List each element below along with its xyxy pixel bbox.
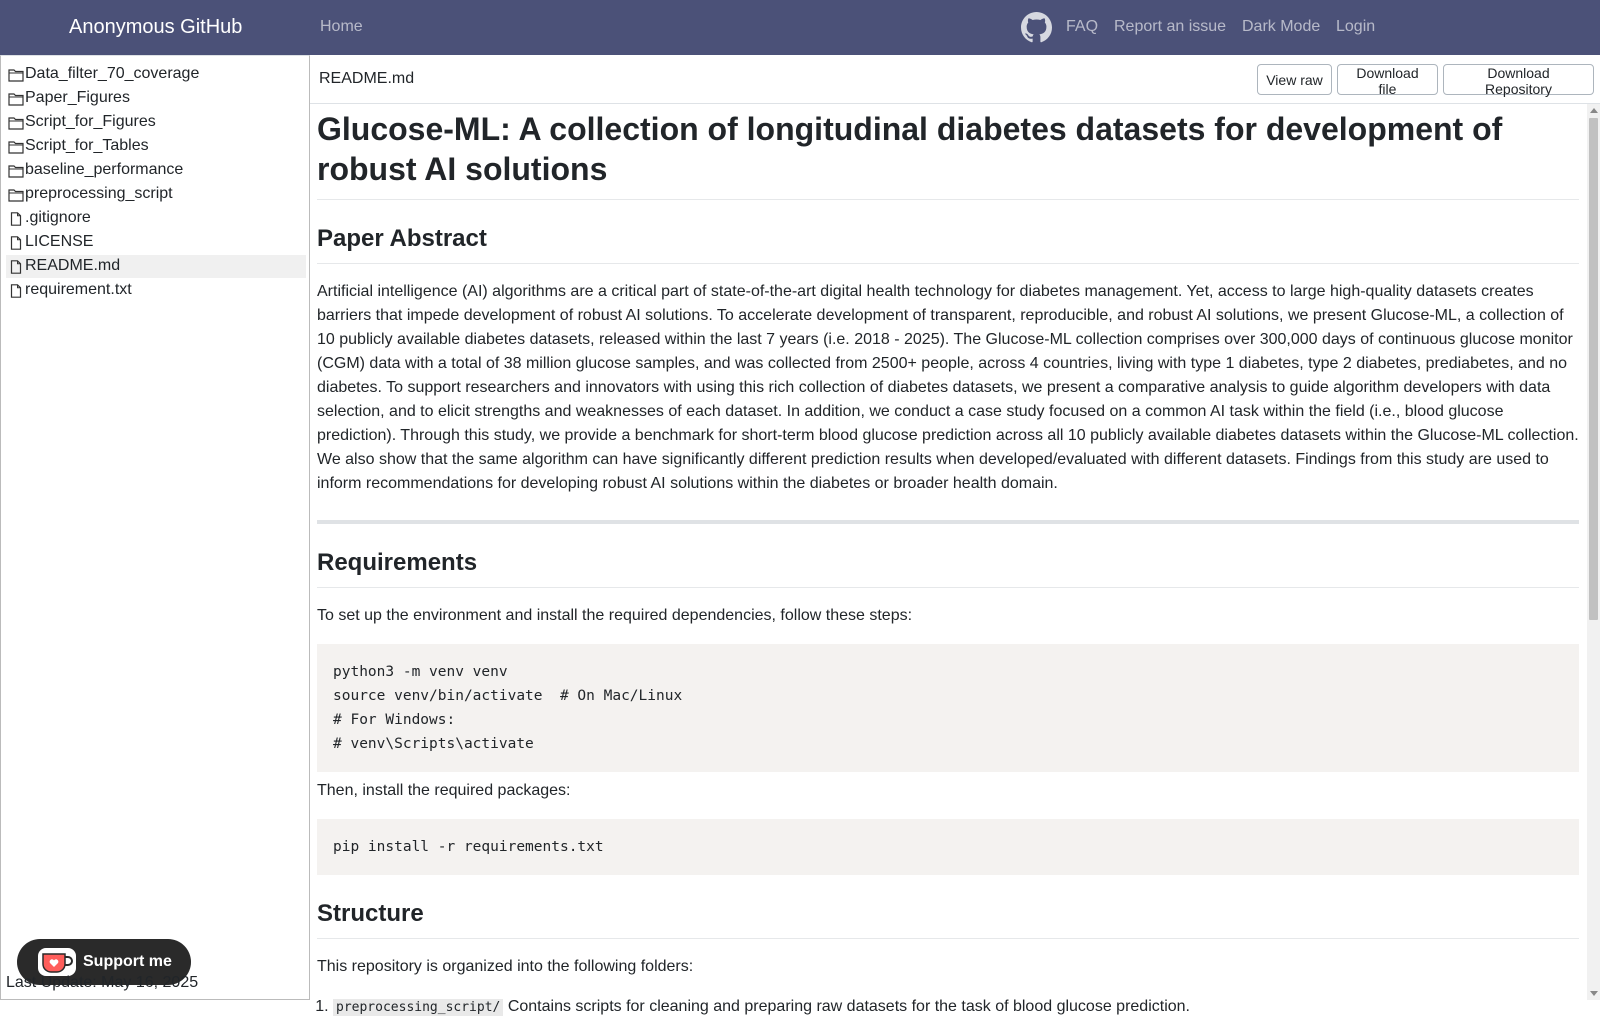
folder-icon: [8, 140, 24, 154]
list-item-text: Contains scripts for cleaning and preparing raw datasets for the task of blood glucose prediction.: [503, 998, 1190, 1015]
readme-content: [310, 104, 1588, 1015]
scroll-down-arrow-icon[interactable]: [1590, 991, 1598, 996]
packages-intro: Then, install the required packages:: [317, 782, 571, 799]
content-scrollbar[interactable]: [1587, 104, 1600, 1000]
structure-heading: Structure: [317, 899, 1579, 939]
file-icon: [8, 260, 24, 274]
tree-item-label: LICENSE: [25, 233, 94, 250]
tree-item-label: Paper_Figures: [25, 89, 130, 106]
nav-faq-link[interactable]: FAQ: [1066, 18, 1099, 35]
tree-folder-item[interactable]: [6, 87, 306, 110]
tree-folder-item[interactable]: [6, 183, 306, 206]
nav-dark-mode-toggle[interactable]: Dark Mode: [1242, 18, 1321, 35]
tree-item-label: requirement.txt: [25, 281, 132, 298]
structure-list: [333, 995, 1588, 1020]
abstract-heading: Paper Abstract: [317, 224, 1579, 264]
tree-folder-item[interactable]: [6, 159, 306, 182]
requirements-heading: Requirements: [317, 548, 1579, 588]
file-icon: [8, 284, 24, 298]
nav-report-issue-link[interactable]: Report an issue: [1114, 18, 1227, 35]
scrollbar-thumb[interactable]: [1589, 118, 1598, 620]
view-raw-button[interactable]: View raw: [1257, 64, 1332, 95]
tree-folder-item[interactable]: [6, 135, 306, 158]
code-block-venv[interactable]: python3 -m venv venv source venv/bin/activate # On Mac/Linux # For Windows: # venv\Scripts\activate: [317, 644, 1579, 772]
code-block-pip[interactable]: pip install -r requirements.txt: [317, 819, 1579, 875]
tree-folder-item[interactable]: [6, 63, 306, 86]
tree-item-label: README.md: [25, 257, 121, 274]
file-icon: [8, 236, 24, 250]
tree-item-label: preprocessing_script: [25, 185, 173, 202]
tree-item-label: baseline_performance: [25, 161, 184, 178]
tree-item-label: Script_for_Tables: [25, 137, 149, 154]
coffee-cup-icon: [37, 947, 77, 977]
abstract-text: Artificial intelligence (AI) algorithms are a critical part of state-of-the-art digital health technology for diabetes management. Yet, access to large high-quality datasets creates barriers that impede development of robust AI solutions. To accelerate development of transparent, reproducible, and robust AI solutions, we present Glucose-ML, a collection of 10 publicly available diabetes datasets, released within the last 7 years (i.e. 2018 - 2025). The Glucose-ML collection comprises over 300,000 days of continuous glucose monitor (CGM) data with a total of 38 million glucose samples, and was collected from 2500+ people, across 4 countries, living with type 1 diabetes, type 2 diabetes, prediabetes, and no diabetes. To support researchers and innovators with using this rich collection of diabetes datasets, we present a comparative analysis to guide algorithm developers with data selection, and to elicit strengths and weaknesses of each dataset. In addition, we conduct a case study focused on a common AI task within the field (i.e., blood glucose prediction). Through this study, we provide a benchmark for short-term blood glucose prediction across all 10 publicly available diabetes datasets within the Glucose-ML collection. We also show that the same algorithm can have significantly different prediction results when developed/evaluated with different datasets. Findings from this study are used to inform recommendations for developing robust AI solutions within the diabetes or broader health domain.: [317, 283, 1579, 492]
tree-folder-item[interactable]: [6, 111, 306, 134]
support-me-label: Support me: [83, 953, 172, 970]
folder-icon: [8, 92, 24, 106]
nav-login-link[interactable]: Login: [1336, 18, 1376, 35]
scroll-up-arrow-icon[interactable]: [1590, 108, 1598, 113]
folder-icon: [8, 164, 24, 178]
file-tree-sidebar: [0, 55, 310, 1000]
folder-icon: [8, 188, 24, 202]
section-divider: [317, 520, 1579, 524]
structure-intro: This repository is organized into the following folders:: [317, 958, 694, 975]
download-file-button[interactable]: Download file: [1337, 64, 1438, 95]
tree-item-label: .gitignore: [25, 209, 91, 226]
inline-code: preprocessing_script/: [333, 999, 503, 1016]
tree-item-label: Script_for_Figures: [25, 113, 156, 130]
folder-icon: [8, 116, 24, 130]
tree-file-item[interactable]: [6, 207, 306, 230]
tree-file-item[interactable]: [6, 279, 306, 302]
tree-file-item[interactable]: [6, 231, 306, 254]
requirements-intro: To set up the environment and install the required dependencies, follow these steps:: [317, 607, 913, 624]
download-repository-button[interactable]: Download Repository: [1443, 64, 1594, 95]
last-update-text: Last Update: May 16, 2025: [6, 974, 199, 991]
tree-file-item[interactable]: [6, 255, 306, 278]
list-item: [333, 995, 1588, 1020]
brand-link[interactable]: Anonymous GitHub: [69, 16, 243, 38]
top-navbar: [0, 0, 1600, 55]
file-header: [310, 55, 1600, 104]
nav-home-link[interactable]: Home: [320, 18, 363, 35]
file-icon: [8, 212, 24, 226]
readme-title: Glucose-ML: A collection of longitudinal diabetes datasets for development of robust AI solutions: [317, 109, 1579, 200]
folder-icon: [8, 68, 24, 82]
file-name-title: README.md: [319, 70, 415, 87]
tree-item-label: Data_filter_70_coverage: [25, 65, 200, 82]
github-icon[interactable]: [1021, 12, 1052, 43]
